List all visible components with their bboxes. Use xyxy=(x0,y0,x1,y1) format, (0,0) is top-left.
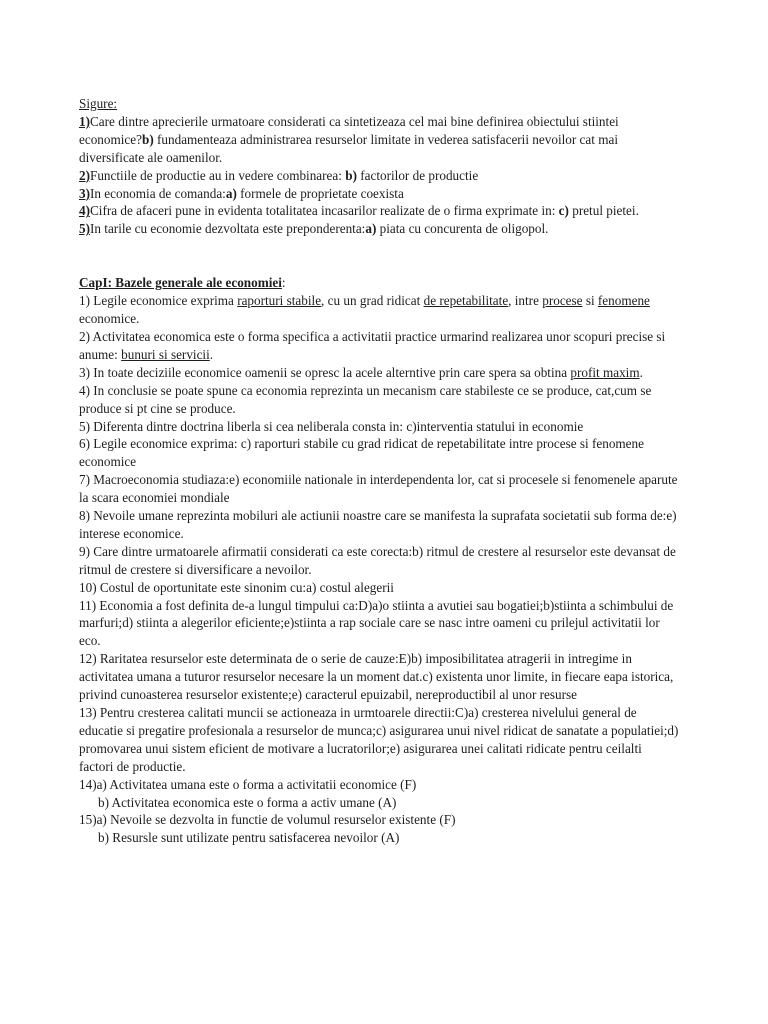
underlined-term: de repetabilitate xyxy=(423,293,509,309)
answer-letter: a) xyxy=(365,221,377,237)
question-5 xyxy=(79,220,679,238)
cap1-item-11: 11) Economia a fost definita de-a lungul timpului ca:D)a)o stiinta a avutiei sau bogatiei;b)stiinta a schimbului de marfuri;d) stiinta a alegerilor eficiente;e)stiinta a rap sociale care se nasc intre oameni cu prilejul activitatii lor eco. xyxy=(79,597,674,649)
question-number: 2) xyxy=(79,167,90,183)
underlined-term: bunuri si servicii xyxy=(121,346,210,362)
cap1-item-5: 5) Diferenta dintre doctrina liberla si cea neliberala consta in: c)interventia statului in economie xyxy=(79,418,584,434)
cap1-item-13: 13) Pentru cresterea calitati muncii se actioneaza in urmtoarele directii:C)a) cresterea nivelului general de educatie si pregatire profesionala a resurselor de munca;c) asigurarea unui nivel ridicat de sanatate a populatiei;d) promovarea unui sistem eficient de motivare a lucratorilor;e) asigurarea unei calitati ridicate pentru ceilalti factori de productie. xyxy=(79,705,679,774)
question-4 xyxy=(79,202,679,220)
question-1 xyxy=(79,113,679,167)
underlined-term: fenomene xyxy=(597,293,650,309)
answer-text: pretul pietei. xyxy=(568,203,639,219)
question-text: Cifra de afaceri pune in evidenta totalitatea incasarilor realizate de o firma exprimate in: xyxy=(90,203,559,219)
question-number: 5) xyxy=(79,221,90,237)
underlined-term: procese xyxy=(542,293,583,309)
question-text: Care dintre aprecierile urmatoare considerati ca sintetizeaza cel mai bine definirea obiectului stiintei economice? xyxy=(79,113,619,147)
answer-text: piata cu concurenta de oligopol. xyxy=(376,221,549,237)
answer-text: formele de proprietate coexista xyxy=(236,185,404,201)
cap1-item-8: 8) Nevoile umane reprezinta mobiluri ale actiunii noastre care se manifesta la suprafata societatii sub forma de:e) interese economice. xyxy=(79,508,677,541)
section-spacer xyxy=(79,238,679,274)
cap1-item-7: 7) Macroeconomia studiaza:e) economiile nationale in interdependenta lor, cat si procesele si fenomenele aparute la scara economiei mondiale xyxy=(79,472,678,506)
cap1-item-14a: 14)a) Activitatea umana este o forma a activitatii economice (F) xyxy=(79,776,417,792)
underlined-term: profit maxim xyxy=(570,364,640,380)
answer-letter: b) xyxy=(345,167,357,183)
document-page xyxy=(79,95,679,847)
cap1-item-4: 4) In conclusie se poate spune ca economia reprezinta un mecanism care stabileste ce se produce, cat,cum se produce si pt cine se produce. xyxy=(79,382,652,416)
cap1-item-10: 10) Costul de oportunitate este sinonim cu:a) costul alegerii xyxy=(79,579,394,595)
cap1-item-14b: b) Activitatea economica este o forma a activ umane (A) xyxy=(98,794,397,810)
cap1-item-12: 12) Raritatea resurselor este determinata de o serie de cauze:E)b) imposibilitatea atragerii in intregime in activitatea umana a tuturor resurselor necesare la un moment dat.c) existenta unor limite, in fiecare eapa istorica, privind cunoasterea resurselor existente;e) caracterul epuizabil, nereproductibil al unor resurse xyxy=(79,651,674,703)
answer-letter: c) xyxy=(558,203,569,219)
cap1-item-15b: b) Resursle sunt utilizate pentru satisfacerea nevoilor (A) xyxy=(98,830,400,846)
question-text: In tarile cu economie dezvoltata este preponderenta: xyxy=(90,221,366,237)
sigure-heading: Sigure: xyxy=(79,96,118,111)
question-3 xyxy=(79,185,679,203)
cap1-item-9: 9) Care dintre urmatoarele afirmatii considerati ca este corecta:b) ritmul de crestere al resurselor este devansat de ritmul de crestere si diversificare a nevoilor. xyxy=(79,543,676,577)
question-text: In economia de comanda: xyxy=(90,185,226,201)
answer-letter: b) xyxy=(141,131,154,147)
answer-letter: a) xyxy=(225,185,237,201)
cap1-item-3: 3) In toate deciziile economice oamenii se opresc la acele alterntive prin care spera sa obtina profit maxim. xyxy=(79,364,643,380)
question-number: 4) xyxy=(79,203,90,219)
cap1-item-2: 2) Activitatea economica este o forma specifica a activitatii practice urmarind realizarea unor scopuri precise si anume: bunuri si servicii. xyxy=(79,328,666,362)
cap1-item-1: 1) Legile economice exprima raporturi stabile, cu un grad ridicat de repetabilitate, intre procese si fenomene economice. xyxy=(79,293,650,327)
underlined-term: raporturi stabile xyxy=(237,293,322,309)
cap1-item-6: 6) Legile economice exprima: c) raporturi stabile cu grad ridicat de repetabilitate intre procese si fenomene economice xyxy=(79,436,644,470)
cap1-item-15a: 15)a) Nevoile se dezvolta in functie de volumul resurselor existente (F) xyxy=(79,812,456,828)
answer-text: factorilor de productie xyxy=(356,167,479,183)
cap1-heading: CapI: Bazele generale ale economiei: xyxy=(79,275,286,291)
question-number: 1) xyxy=(79,113,90,129)
answer-text: fundamenteaza administrarea resurselor limitate in vederea satisfacerii nevoilor cat mai diversificate ale oamenilor. xyxy=(79,131,618,165)
question-2 xyxy=(79,167,679,185)
question-text: Functiile de productie au in vedere combinarea: xyxy=(90,167,346,183)
question-number: 3) xyxy=(79,185,90,201)
